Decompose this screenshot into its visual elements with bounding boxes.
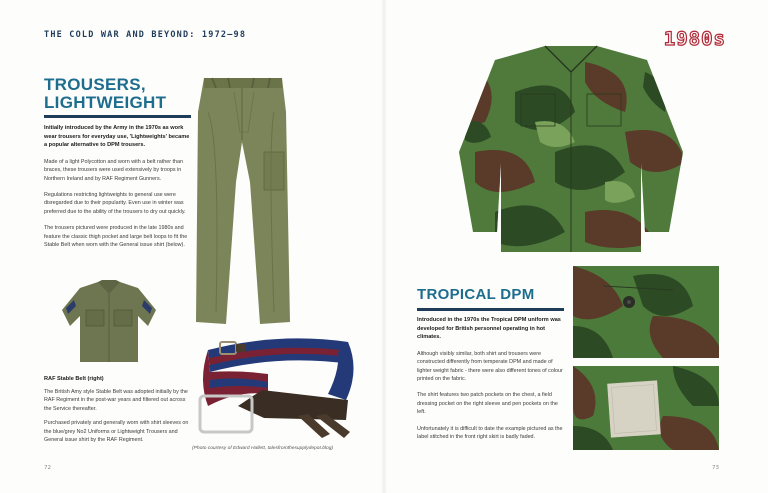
tropical-text-column (417, 316, 567, 449)
era-label: 1980s (663, 28, 726, 50)
section-title-trousers (44, 76, 166, 112)
photo-credit: (Photo courtesy of Edward Hallett, talesfromthesupplydepot.blog) (192, 446, 334, 451)
section-title-tropical-dpm: TROPICAL DPM (417, 286, 535, 303)
tropical-paragraph-2: The shirt features two patch pockets on the chest, a field dressing pocket on the right sleeve and pen pockets on the left. (417, 392, 558, 416)
belt-caption-paragraph-1: The British Amy style Stable Belt was adopted initially by the RAF Regiment in the post-war years and filtered out across the Service thereafter. (44, 389, 188, 412)
belt-caption-title: RAF Stable Belt (right) (44, 376, 104, 382)
title-line-1: TROUSERS, (44, 75, 146, 94)
page-number-left: 72 (44, 465, 51, 471)
title-rule (44, 115, 191, 118)
belt-caption-paragraph-2: Purchased privately and generally worn with shirt sleeves on the blue/grey No2 Uniforms or Lightweight Trousers and General issue shirt by the RAF Regiment. (44, 420, 189, 444)
title-line-2: LIGHTWEIGHT (44, 93, 167, 112)
book-gutter (381, 0, 387, 493)
tropical-paragraph-1: Although visibly similar, both shirt and trousers were constructed differently from temperate DPM and made of lighter weight fabric - there were also different tones of colour printed on the fabric. (417, 350, 563, 382)
trousers-paragraph-2: Regulations restricting lightweights to general use were disregarded due to their popularity. Even use in winter was preferred due to the ability of the trousers to dry out quickly. (44, 192, 186, 215)
title-rule-right (417, 308, 564, 311)
trousers-paragraph-1: Made of a light Polycotton and worn with a belt rather than braces, these trousers were used extensively by troops in Northern Ireland and by RAF Regiment Gunners. (44, 158, 184, 182)
trousers-lead: Initially introduced by the Army in the 1970s as work wear trousers for everyday use, 'Lightweights' became a popular alternative to DPM trousers. (44, 125, 190, 149)
pocket-button-detail-photo (573, 266, 719, 358)
trousers-text-column (44, 124, 192, 257)
page-number-right: 73 (712, 465, 719, 471)
tropical-dpm-shirt-photo (455, 42, 687, 254)
general-issue-shirt-photo (60, 280, 158, 364)
running-head: THE COLD WAR AND BEYOND: 1972–98 (44, 30, 247, 40)
faded-label-detail-photo (573, 366, 719, 450)
raf-stable-belt-photo (198, 330, 360, 444)
lightweight-trousers-photo (190, 72, 294, 328)
tropical-lead: Introduced in the 1970s the Tropical DPM uniform was developed for British personnel operating in hot climates. (417, 317, 561, 341)
tropical-paragraph-3: Unfortunately it is difficult to date the example pictured as the label stitched in the front right skirt is badly faded. (417, 425, 563, 441)
belt-caption (44, 376, 194, 450)
trousers-paragraph-3: The trousers pictured were produced in the late 1980s and feature the classic thigh pocket and large belt loops to fit the Stable Belt when worn with the General issue shirt (below). (44, 225, 188, 249)
